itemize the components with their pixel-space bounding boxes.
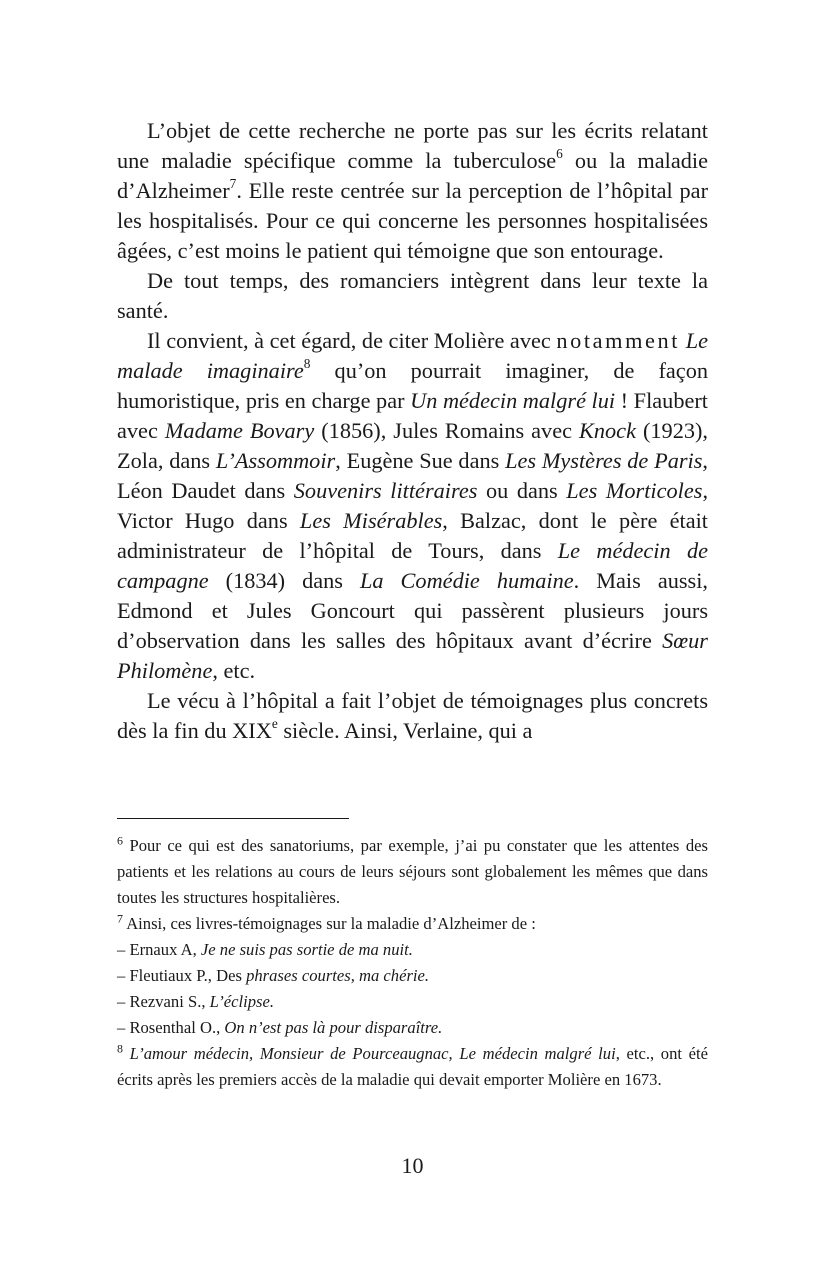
paragraph-2: De tout temps, des romanciers intègrent dans leur texte la santé. (117, 268, 708, 323)
footnote-ref-7[interactable]: 7 (229, 175, 237, 191)
footnote-ref-8[interactable]: 8 (303, 355, 311, 371)
title-assommoir: L’Assommoir (215, 448, 336, 473)
title-malade-imaginaire: Le malade imaginaire (117, 328, 709, 383)
title-miserables: Les Misérables (299, 508, 443, 533)
footnote-ref-6[interactable]: 6 (556, 145, 563, 161)
paragraph-3: Il convient, à cet égard, de citer Molière avec notamment Le malade imaginaire$^8$ qu’on pourrait imaginer, de façon humoristique, pris en charge par Un médecin malgré lui ! Flaubert avec Madame Bovary (1856), Jules Romains avec Knock (1923), Zola, dans L’Assommoir, Eugène Sue dans Les Mystères de Paris, Léon Daudet dans Souvenirs littéraires ou dans Les Morticoles, Victor Hugo dans Les Misérables, Balzac, dont le père était administrateur de l’hôpital de Tours, dans Le médecin de campagne (1834) dans La Comédie humaine. Mais aussi, Edmond et Jules Goncourt qui passèrent plusieurs jours d’observation dans les salles des hôpitaux avant d’écrire Sœur Philomène, etc. (117, 328, 709, 683)
title-soeur-philomene: Sœur Philomène (117, 628, 708, 683)
paragraph-1: L’objet de cette recherche ne porte pas sur les écrits relatant une maladie spécifique comme la tuberculose$^6$ ou la maladie d’Alzheimer$^7$. Elle reste centrée sur la perception de l’hôpital par les hospitalisés. Pour ce qui concerne les personnes hospitalisées âgées, c’est moins le patient qui témoigne que son entourage. (117, 118, 708, 263)
page-number: 10 (401, 1153, 424, 1178)
main-text (117, 116, 708, 746)
footnotes (117, 833, 708, 1093)
footnote-7-item: – Fleutiaux P., Des phrases courtes, ma chérie. (117, 966, 430, 985)
footnote-separator (117, 818, 349, 819)
paragraph-4: Le vécu à l’hôpital a fait l’objet de témoignages plus concrets dès la fin du XIXe siècle. Ainsi, Verlaine, qui a (117, 688, 708, 743)
footnote-7-item: – Ernaux A, Je ne suis pas sortie de ma nuit. (117, 940, 413, 959)
title-knock: Knock (579, 418, 636, 443)
title-comedie-humaine: La Comédie humaine (360, 568, 574, 593)
footnote-7-item: – Rezvani S., L’éclipse. (117, 992, 274, 1011)
title-mysteres-de-paris: Les Mystères de Paris (505, 448, 703, 473)
title-medecin-de-campagne: Le médecin de campagne (117, 538, 708, 593)
footnote-7: $^7$ Ainsi, ces livres-témoignages sur la maladie d’Alzheimer de : (117, 911, 536, 933)
footnote-8: $^8$ L’amour médecin, Monsieur de Pourceaugnac, Le médecin malgré lui, etc., ont été écrits après les premiers accès de la maladie qui devait emporter Molière en 1673. (117, 1041, 709, 1089)
title-morticoles: Les Morticoles (566, 478, 703, 503)
footnote-7-item: – Rosenthal O., On n’est pas là pour disparaître. (117, 1018, 443, 1037)
title-souvenirs-litteraires: Souvenirs littéraires (293, 478, 478, 503)
footnote-6: $^6$ Pour ce qui est des sanatoriums, par exemple, j’ai pu constater que les attentes des patients et les relations au cours de leurs séjours sont globalement les mêmes que dans toutes les structures hospitalières. (117, 833, 708, 907)
title-madame-bovary: Madame Bovary (164, 418, 315, 443)
title-medecin-malgre-lui: Un médecin malgré lui (410, 388, 616, 413)
